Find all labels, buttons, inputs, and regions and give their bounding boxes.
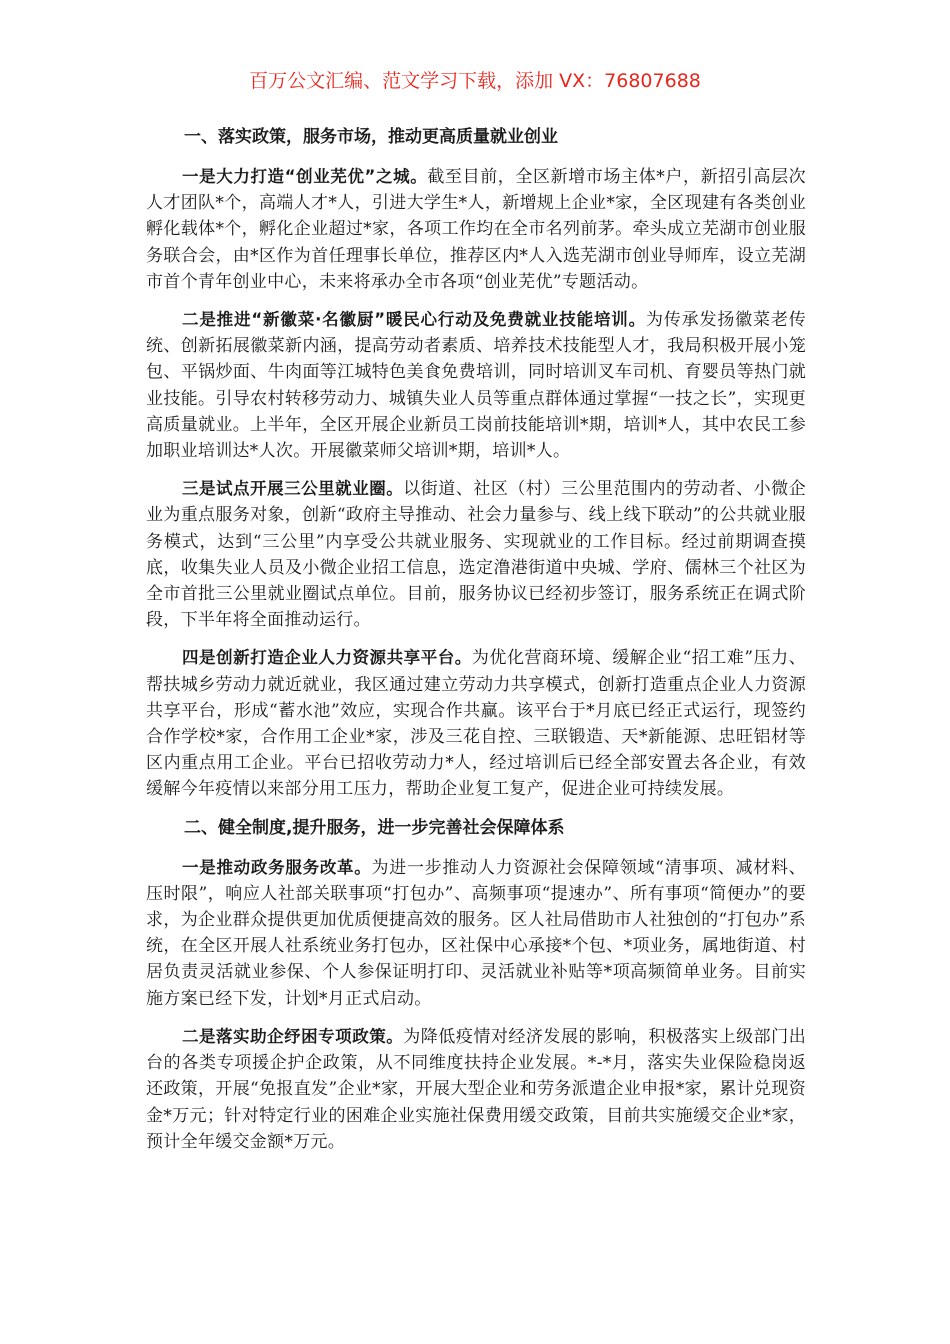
paragraph	[146, 476, 806, 633]
paragraph	[146, 1024, 806, 1155]
paragraph-lead: 一是大力打造“创业芜优”之城。	[182, 167, 428, 186]
section-heading: 一、落实政策，服务市场，推动更高质量就业创业	[184, 127, 558, 147]
paragraph-body: 为优化营商环境、缓解企业“招工难”压力、帮扶城乡劳动力就近就业，我区通过建立劳动力共享模式，创新打造重点企业人力资源共享平台，形成“蓄水池”效应，实现合作共赢。该平台于*月底已经正式运行，现签约合作学校*家，合作用工企业*家，涉及三花自控、三联锻造、天*新能源、忠旺铝材等区内重点用工企业。平台已招收劳动力*人，经过培训后已经全部安置去各企业，有效缓解今年疫情以来部分用工压力，帮助企业复工复产，促进企业可持续发展。	[146, 648, 806, 800]
section-heading: 二、健全制度,提升服务，进一步完善社会保障体系	[184, 817, 565, 838]
paragraph-lead: 四是创新打造企业人力资源共享平台。	[182, 648, 472, 668]
paragraph	[146, 855, 806, 1012]
paragraph-lead: 二是推进“新徽菜·名徽厨”暖民心行动及免费就业技能培训。	[182, 310, 646, 330]
paragraph-body: 为降低疫情对经济发展的影响，积极落实上级部门出台的各类专项援企护企政策，从不同维度扶持企业发展。*-*月，落实失业保险稳岗返还政策，开展“免报直发”企业*家，开展大型企业和劳务派遣企业申报*家，累计兑现资金*万元；针对特定行业的困难企业实施社保费用缓交政策，目前共实施缓交企业*家，预计全年缓交金额*万元。	[146, 1026, 806, 1152]
paragraph	[146, 164, 806, 295]
paragraph-body: 以街道、社区（村）三公里范围内的劳动者、小微企业为重点服务对象，创新“政府主导推动、社会力量参与、线上线下联动”的公共就业服务模式，达到“三公里”内享受公共就业服务、实现就业的工作目标。经过前期调查摸底，收集失业人员及小微企业招工信息，选定澛港街道中央城、学府、儒林三个社区为全市首批三公里就业圈试点单位。目前，服务协议已经初步签订，服务系统正在调式阶段，下半年将全面推动运行。	[146, 479, 806, 631]
paragraph-lead: 一是推动政务服务改革。	[182, 857, 372, 877]
watermark-banner: 百万公文汇编、范文学习下载，添加 VX：76807688	[249, 70, 701, 92]
paragraph-lead: 二是落实助企纾困专项政策。	[182, 1026, 404, 1046]
paragraph-lead: 三是试点开展三公里就业圈。	[182, 479, 404, 499]
document-body	[146, 124, 806, 1167]
paragraph	[146, 645, 806, 802]
paragraph-body: 为传承发扬徽菜老传统、创新拓展徽菜新内涵，提高劳动者素质、培养技术技能型人才，我局积极开展小笼包、平锅炒面、牛肉面等江城特色美食免费培训，同时培训叉车司机、育婴员等热门就业技能。引导农村转移劳动力、城镇失业人员等重点群体通过掌握“一技之长”，实现更高质量就业。上半年，全区开展企业新员工岗前技能培训*期，培训*人，其中农民工参加职业培训达*人次。开展徽菜师父培训*期，培训*人。	[146, 310, 807, 462]
paragraph-body: 为进一步推动人力资源社会保障领域“清事项、减材料、压时限”，响应人社部关联事项“打包办”、高频事项“提速办”、所有事项“简便办”的要求，为企业群众提供更加优质便捷高效的服务。区人社局借助市人社独创的“打包办”系统，在全区开展人社系统业务打包办，区社保中心承接*个包、*项业务，属地街道、村居负责灵活就业参保、个人参保证明打印、灵活就业补贴等*项高频简单业务。目前实施方案已经下发，计划*月正式启动。	[146, 857, 806, 1009]
paragraph-body: 截至目前，全区新增市场主体*户，新招引高层次人才团队*个，高端人才*人，引进大学生*人，新增规上企业*家，全区现建有各类创业孵化载体*个，孵化企业超过*家，各项工作均在全市名列前茅。牵头成立芜湖市创业服务联合会，由*区作为首任理事长单位，推荐区内*人入选芜湖市创业导师库，设立芜湖市首个青年创业中心，未来将承办全市各项“创业芜优”专题活动。	[146, 167, 806, 292]
paragraph	[146, 307, 806, 464]
